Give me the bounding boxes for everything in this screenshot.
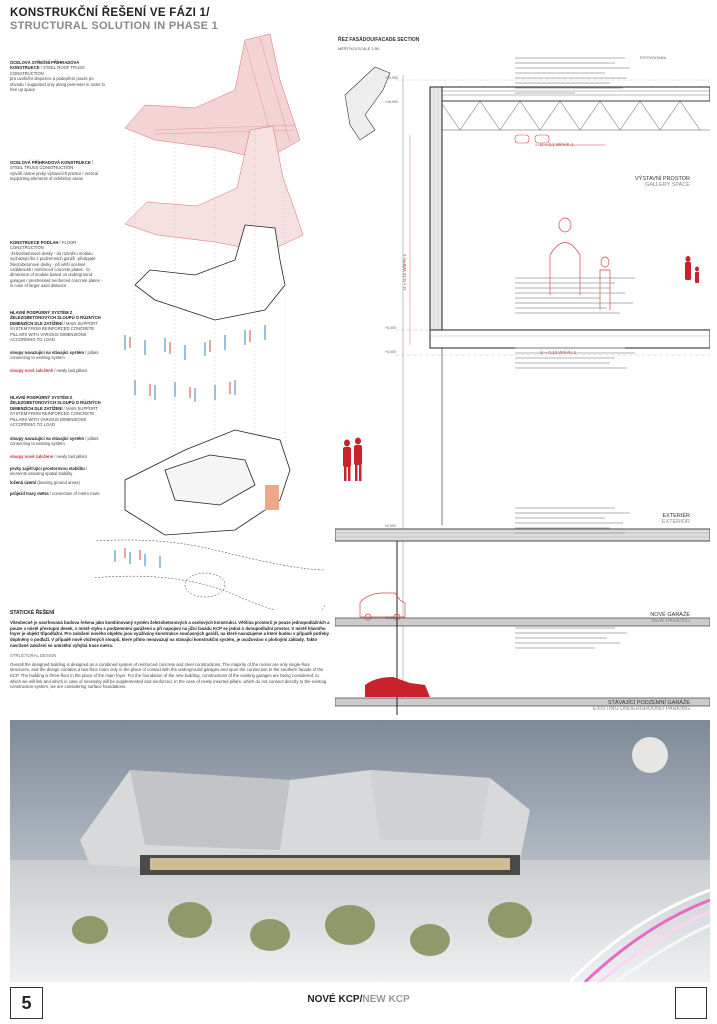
exterior-render: [10, 720, 710, 982]
label-pillars-existing-2: sloupy navazující na stávající systém / pillars connecting to existing system: [10, 436, 99, 447]
elevation-3: +5,000: [385, 326, 396, 330]
elevation-2: +18,000: [385, 100, 398, 104]
static-subheading: STRUCTURAL DESIGN: [10, 652, 57, 658]
render-building: [80, 770, 530, 875]
corner-box: [675, 987, 707, 1019]
elevation-4: +4,000: [385, 350, 396, 354]
people-figures: [343, 438, 362, 482]
moon-icon: [632, 737, 668, 773]
u-value-wall: U = 0,15 W/m²K-1: [402, 253, 407, 290]
section-key-plan: [345, 67, 390, 140]
static-text-en: Overall the designed building is designed as a combined system of reinforced concrete and steel constructions. The majority of the rooms are only single-floor structures, and the design contains a two-floor room only in the place of contact with the underground garages and upon the connection to the southern facade of the KCP. The building is three-floor in the place of the main foyer. For the foundation of the new building, constructions of the existing garages are being considered, to which we will link and which in case of necessity will be supplemented and reinforced. In the case of newly inserted pillars, which do not connect directly to the existing construction system, we are considering surface foundations.: [10, 661, 327, 690]
static-solution-text: [10, 610, 330, 694]
label-roof-truss: OCELOVÁ STŘEŠNÍ PŘÍHRADOVÁ KONSTRUKCE / STEEL ROOF TRUSS CONSTRUCTION pro uvolnění dispozice a podepření pouze po obvodu / supported only along perimeter in order to free up space: [10, 60, 105, 93]
label-exterior: EXTERIÉR EXTERIOR: [661, 513, 690, 525]
label-main-support-1: HLAVNÍ PODPŮRNÝ SYSTÉM Z ŽELEZOBETONOVÝCH SLOUPŮ O RŮZNÝCH DIMENZÍCH DLE ZATÍŽENÍ / MAIN SUPPORT SYSTEM FROM REINFORCED CONCRETE PILLARS WITH VARIOUS DIMENSIONS ACCORDING TO LOAD: [10, 310, 101, 343]
footer-title: [0, 994, 717, 1005]
u-value-roof: U = 0,1 W/m²K-1: [540, 142, 574, 147]
static-heading: STATICKÉ ŘEŠENÍ: [10, 610, 55, 616]
ground-plane: [95, 540, 325, 610]
elevation-6: -5,000: [385, 616, 395, 620]
page-subtitle: STRUCTURAL SOLUTION IN PHASE 1: [10, 20, 219, 32]
car-new-parking: [360, 593, 405, 620]
elevation-1: +20,000: [385, 76, 398, 80]
label-pillars-new-1: sloupy nově založené / newly laid pillars: [10, 368, 88, 373]
render-illustration: [10, 720, 710, 982]
label-pillars-new-2: sloupy nově založené / newly laid pillars: [10, 454, 88, 459]
label-gallery: VÝSTAVNÍ PROSTOR GALLERY SPACE: [634, 176, 690, 188]
axonometric-diagram: [95, 30, 335, 610]
label-new-parking: NOVÉ GARÁŽE NEW PARKING: [650, 612, 690, 624]
label-bearing-ground: ložená území (bearing ground areas): [10, 480, 80, 485]
columns-layer: [125, 325, 265, 402]
elevation-5: ±0,000: [385, 524, 396, 528]
page-title: KONSTRUKČNÍ ŘEŠENÍ VE FÁZI 1/: [10, 7, 210, 19]
footer-title-en: NEW KCP: [362, 994, 410, 1005]
label-main-support-2: HLAVNÍ PODPŮRNÝ SYSTÉM Z ŽELEZOBETONOVÝCH SLOUPŮ O RŮZNÝCH DIMENZÍCH DLE ZATÍŽENÍ / MAIN SUPPORT SYSTEM FROM REINFORCED CONCRETE PILLARS WITH VARIOUS DIMENSIONS ACCORDING TO LOAD: [10, 395, 101, 428]
section-scale: MĚŘÍTKO/SCALE 1:50: [338, 46, 380, 51]
u-value-floor: U = 0,13 W/m²K-1: [540, 350, 577, 355]
car-existing-parking: [365, 677, 430, 697]
label-pillars-existing-1: sloupy navazující na stávající systém / pillars connecting to existing system: [10, 350, 99, 361]
pv-label: FOTOVOLTAIKA: [640, 56, 667, 60]
section-heading: ŘEZ FASÁDOU/FACADE SECTION: [338, 37, 420, 43]
footer-title-cz: NOVÉ KCP/: [307, 994, 363, 1005]
layer-notes: [515, 55, 645, 675]
building-layer: [125, 430, 290, 535]
label-metro: průjezd trasy metra / connection of metro route: [10, 491, 100, 496]
label-steel-truss: OCELOVÁ PŘÍHRADOVÁ KONSTRUKCE / STEEL TRUSS CONSTRUCTION vytváří nosné prvky výstavních prostor / vertical supporting elements of exhibition areas: [10, 160, 98, 182]
label-floor: KONSTRUKCE PODLAH / FLOOR CONSTRUCTION -železobetonové desky - do rozměru modulu vycházejícího z podzemních garáží -předpjaté železobetonové desky - při větší ocelové vzdálenosti / reinforced concrete plates - to dimension of module based on underground garages / prestressed reinforced concrete plates - in case of larger axial distance: [10, 240, 103, 289]
page-number: 5: [10, 987, 43, 1019]
label-existing-parking: STÁVAJÍCÍ PODZEMNÍ GARÁŽE EXISTING UNDERGROUND PARKING: [592, 700, 690, 712]
static-text-cz: Všeobecně je navrhovaná budova řešena jako kombinovaný systém železobetonových a ocelových konstrukcí. Většina prostorů je pouze jednopodlažních a pouze v místě přestupní desek, v místě styku s podzemními garážemi a při napojení na jižní fasádu KCP se jedná o dvoupodlažní prostor. V místě hlavního foyer je objekt třípodlažní. Pro založení nového objektu jsou využívány konstrukce současných garáží, na které navazujeme a které budou v případě potřeby doplněny o podlaží. V případě nově vložených sloupů, které přímo nenavazují na stávající konstrukční systém, je uvažováno s plošnými základy. Takto navržené založení se umístění vyhýbá trase metra.: [10, 620, 330, 648]
label-stability: prvky zajišťující prostorovou stabilitu / elements assuring spatial stability: [10, 466, 88, 477]
